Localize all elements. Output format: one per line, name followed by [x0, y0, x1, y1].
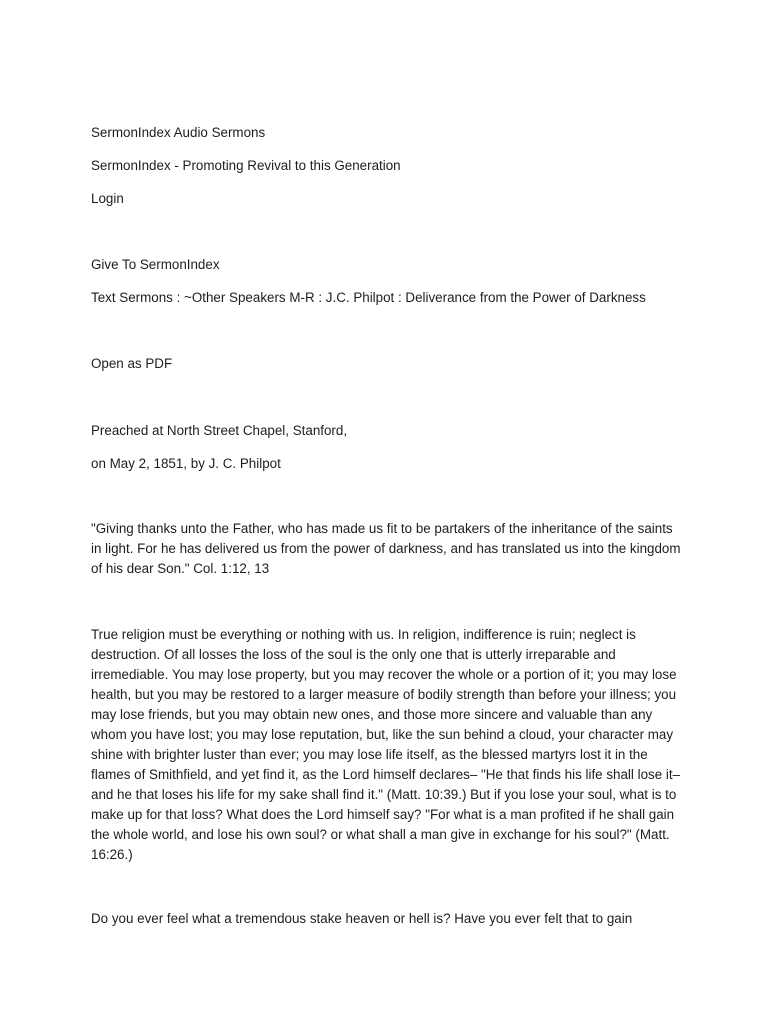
give-link[interactable]: Give To SermonIndex: [91, 257, 220, 272]
body-paragraph-1: True religion must be everything or nothing with us. In religion, indifference is ruin; neglect is destruction. Of all losses the loss of the soul is the only one that is utterly irreparable and irremediable. You may lose property, but you may recover the whole or a portion of it; you may lose health, but you may be restored to a larger measure of bodily strength than before your illness; you may lose friends, but you may obtain new ones, and those more sincere and valuable than any whom you have lost; you may lose reputation, but, like the sun behind a cloud, your character may shine with brighter luster than ever; you may lose life itself, as the blessed martyrs lost it in the flames of Smithfield, and yet find it, as the Lord himself declares– "He that finds his life shall lose it– and he that loses his life for my sake shall find it." (Matt. 10:39.) But if you lose your soul, what is to make up for that loss? What does the Lord himself say? "For what is a man profited if he shall gain the whole world, and lose his own soul? or what shall a man give in exchange for his soul?" (Matt. 16:26.): [91, 627, 681, 862]
preached-at-line: Preached at North Street Chapel, Stanford,: [91, 423, 348, 438]
open-pdf-link[interactable]: Open as PDF: [91, 356, 173, 371]
login-link[interactable]: Login: [91, 191, 124, 206]
breadcrumb: Text Sermons : ~Other Speakers M-R : J.C. Philpot : Deliverance from the Power of Darkness: [91, 290, 646, 305]
scripture-quote: "Giving thanks unto the Father, who has made us fit to be partakers of the inheritance of the saints in light. For he has delivered us from the power of darkness, and has translated us into the kingdom of his dear Son." Col. 1:12, 13: [91, 521, 681, 576]
body-paragraph-2: Do you ever feel what a tremendous stake heaven or hell is? Have you ever felt that to gain: [91, 911, 633, 926]
site-tagline: SermonIndex - Promoting Revival to this Generation: [91, 158, 401, 173]
date-line: on May 2, 1851, by J. C. Philpot: [91, 456, 281, 471]
site-title-link[interactable]: SermonIndex Audio Sermons: [91, 125, 266, 140]
